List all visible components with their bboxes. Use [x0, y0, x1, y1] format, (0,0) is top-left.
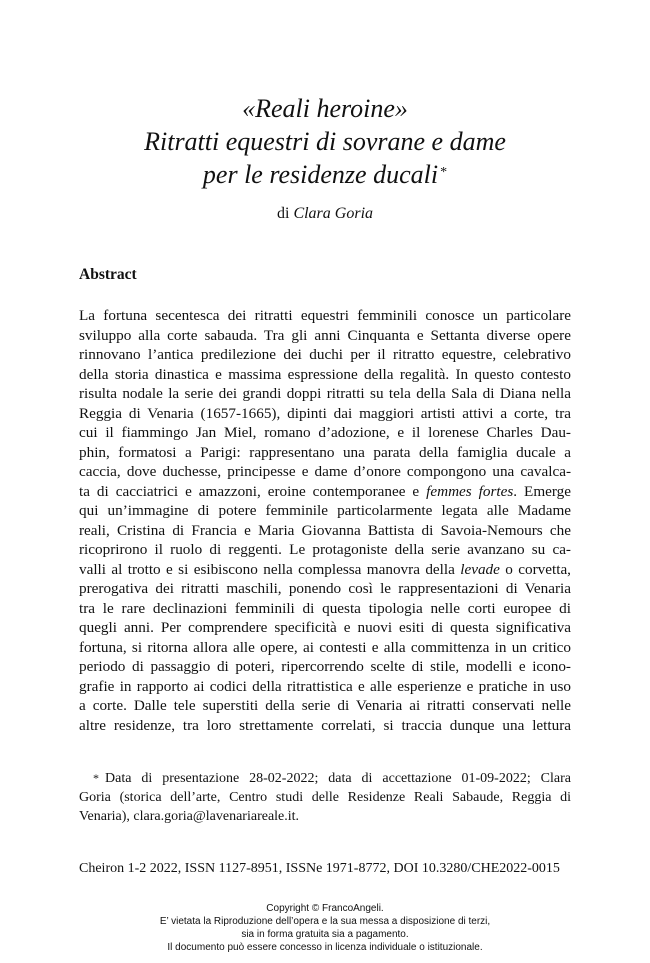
author-name: Clara Goria: [293, 205, 374, 222]
copyright-line-4: Il documento può essere concesso in licenza individuale o istituzionale.: [167, 942, 483, 953]
title-line-1: «Reali heroine»: [242, 94, 408, 123]
abstract-line: prerogativa dei ritratti maschili, ponendo così le rappresentazioni di Venaria: [79, 580, 571, 597]
footnote-line-3: Venaria), clara.goria@lavenariareale.it.: [79, 809, 300, 824]
title-line-3: per le residenze ducali *: [202, 160, 448, 189]
abstract-line: reali, Cristina di Francia e Maria Giovanna Battista di Savoia-Nemours che: [79, 521, 571, 539]
abstract-line: cui il fiammingo Jan Miel, romano d’adozione, e il lorenese Charles Dau-: [79, 424, 571, 441]
title-line-2: Ritratti equestri di sovrane e dame: [144, 127, 506, 156]
copyright-line-1: Copyright © FrancoAngeli.: [266, 903, 384, 914]
copyright-line-3: sia in forma gratuita sia a pagamento.: [241, 929, 409, 940]
author-line: [0, 205, 650, 223]
abstract-line: grafie in rapporto ai codici della ritrattistica e alle esperienze e pratiche in uso: [79, 677, 571, 695]
abstract-line: phin, formatosi a Parigi: rappresentano una parata della famiglia ducale a: [79, 443, 571, 461]
abstract-line: altre residenze, tra loro strettamente correlati, si traccia dunque una lettura: [79, 716, 571, 734]
abstract-line: quegli anni. Per comprendere specificità e nuovi esiti di questa significativa: [79, 619, 571, 636]
abstract-line: periodo di passaggio di poteri, ripercorrendo scelte di stile, modelli e icono-: [79, 658, 571, 675]
copyright-notice: [0, 902, 650, 954]
abstract-line: valli al trotto e si esibiscono nella complessa manovra della levade o corvetta,: [79, 560, 571, 578]
footnote-mark: *: [93, 771, 99, 785]
abstract-heading: Abstract: [79, 266, 137, 283]
abstract-line: La fortuna secentesca dei ritratti equestri femminili conosce un particolare: [79, 307, 571, 324]
article-title: [0, 92, 650, 191]
abstract-line: rinnovano l’antica predilezione dei duchi per il ritratto equestre, celebrativo: [79, 346, 571, 363]
abstract-line: tra le rare declinazioni femminili di questa tipologia nelle corti europee di: [79, 599, 571, 617]
footnote-line-1: * Data di presentazione 28-02-2022; data di accettazione 01-09-2022; Clara: [93, 771, 571, 786]
abstract-line: fortuna, si ritorna allora alle opere, ai contesti e alla committenza in un critico: [79, 638, 571, 656]
title-footnote-mark: *: [440, 165, 448, 180]
abstract-line: sviluppo alla corte sabauda. Tra gli anni Cinquanta e Settanta diverse opere: [79, 326, 571, 344]
abstract-line: Reggia di Venaria (1657-1665), dipinti dai maggiori artisti attivi a corte, tra: [79, 404, 571, 422]
abstract-line: della storia dinastica e massima espressione della regalità. In questo contesto: [79, 365, 571, 383]
journal-citation: Cheiron 1-2 2022, ISSN 1127-8951, ISSNe 1971-8772, DOI 10.3280/CHE2022-0015: [79, 861, 560, 876]
copyright-line-2: E’ vietata la Riproduzione dell’opera e la sua messa a disposizione di terzi,: [159, 916, 491, 927]
abstract-line: ta di cacciatrici e amazzoni, eroine contemporanee e femmes fortes. Emerge: [79, 482, 571, 500]
abstract-body: [79, 306, 571, 735]
footnote-line-2: Goria (storica dell’arte, Centro studi delle Residenze Reali Sabaude, Reggia di: [79, 790, 571, 805]
abstract-line: caccia, dove duchesse, principesse e dame d’onore compongono una cavalca-: [79, 463, 571, 480]
abstract-line: ricoprirono il ruolo di reggenti. Le protagoniste della serie avanzano su ca-: [79, 541, 571, 558]
author-prefix: di: [276, 205, 290, 222]
abstract-line: qui un’immagine di potere femminile particolarmente legata alle Madame: [79, 502, 571, 519]
abstract-line: a corte. Dalle tele superstiti della serie di Venaria ai ritratti conservati nelle: [79, 697, 571, 714]
footnote: [79, 769, 571, 826]
abstract-line: risulta nodale la serie dei grandi doppi ritratti su tela della Sala di Diana nella: [79, 385, 571, 402]
